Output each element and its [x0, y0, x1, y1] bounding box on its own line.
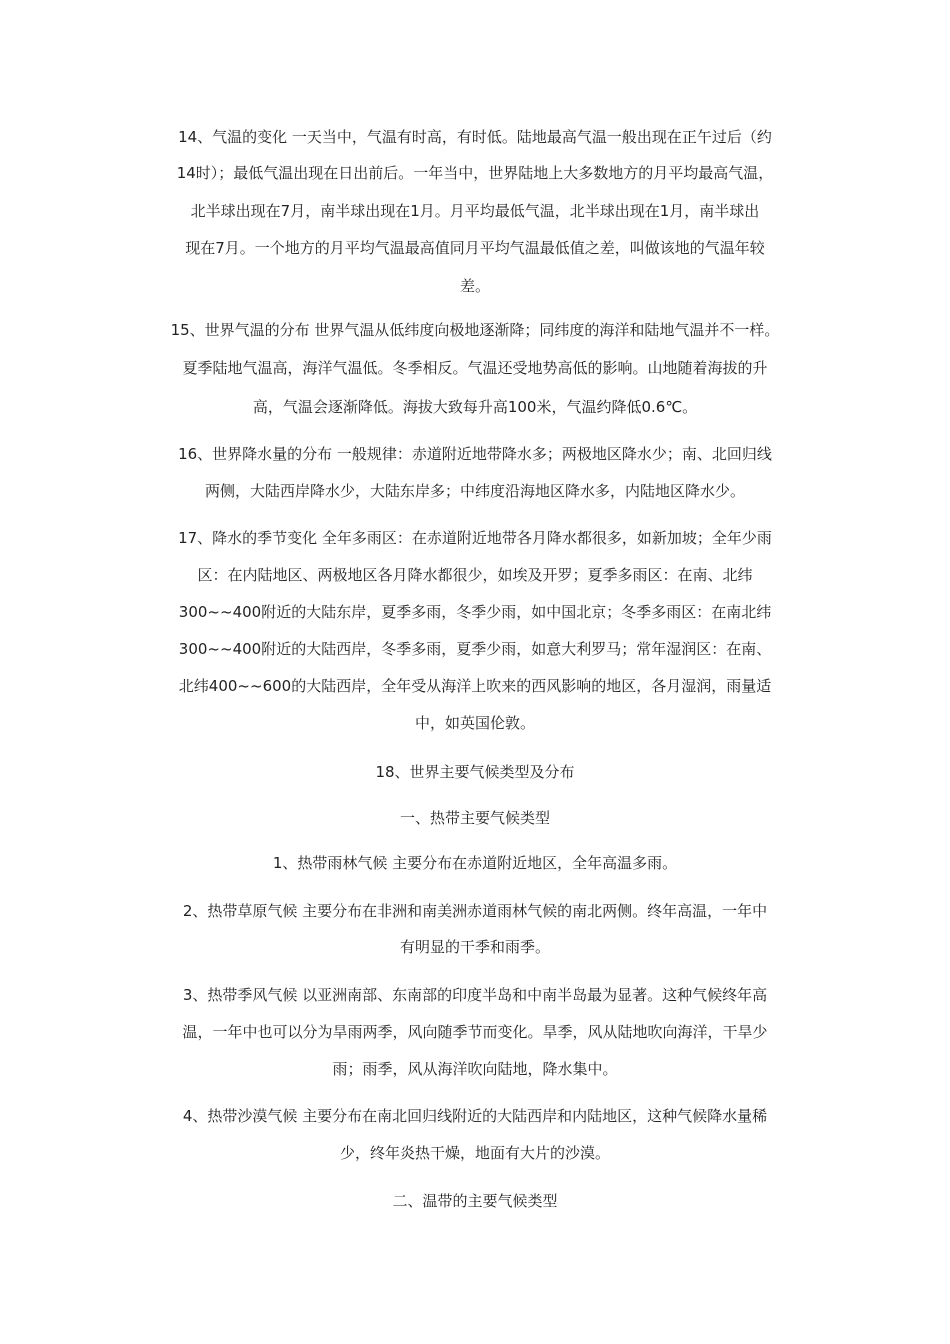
text-line: 高，气温会逐渐降低。海拔大致每升高100米，气温约降低0.6℃。	[252, 398, 698, 416]
text-line: 4、热带沙漠气候 主要分布在南北回归线附近的大陆西岸和内陆地区，这种气候降水量稀	[182, 1107, 768, 1125]
text-line: 差。	[459, 277, 490, 295]
text-line: 有明显的干季和雨季。	[399, 938, 550, 956]
subsection-heading-temperate: 二、温带的主要气候类型	[392, 1192, 558, 1210]
text-line: 2、热带草原气候 主要分布在非洲和南美洲赤道雨林气候的南北两侧。终年高温，一年中	[182, 902, 768, 920]
text-line: 300~~400附近的大陆东岸，夏季多雨，冬季少雨，如中国北京；冬季多雨区：在南北纬	[178, 603, 772, 621]
text-line: 温，一年中也可以分为旱雨两季，风向随季节而变化。旱季，风从陆地吹向海洋，干旱少	[182, 1023, 768, 1041]
text-line: 1、热带雨林气候 主要分布在赤道附近地区，全年高温多雨。	[272, 854, 678, 872]
text-line: 夏季陆地气温高，海洋气温低。冬季相反。气温还受地势高低的影响。山地随着海拔的升	[182, 359, 768, 377]
text-line: 现在7月。一个地方的月平均气温最高值同月平均气温最低值之差，叫做该地的气温年较	[185, 239, 765, 257]
text-line: 区：在内陆地区、两极地区各月降水都很少，如埃及开罗；夏季多雨区：在南、北纬	[197, 566, 753, 584]
text-line: 14时）；最低气温出现在日出前后。一年当中，世界陆地上大多数地方的月平均最高气温，	[176, 164, 774, 182]
text-line: 15、世界气温的分布 世界气温从低纬度向极地逐渐降；同纬度的海洋和陆地气温并不一样。	[170, 321, 780, 339]
text-line: 两侧，大陆西岸降水少，大陆东岸多；中纬度沿海地区降水多，内陆地区降水少。	[204, 482, 745, 500]
text-line: 少，终年炎热干燥，地面有大片的沙漠。	[339, 1144, 610, 1162]
text-line: 北半球出现在7月，南半球出现在1月。月平均最低气温，北半球出现在1月，南半球出	[190, 202, 760, 220]
text-line: 16、世界降水量的分布 一般规律：赤道附近地带降水多；两极地区降水少；南、北回归线	[178, 445, 772, 463]
subsection-heading-tropical: 一、热带主要气候类型	[399, 809, 550, 827]
text-line: 3、热带季风气候 以亚洲南部、东南部的印度半岛和中南半岛最为显著。这种气候终年高	[182, 986, 768, 1004]
text-line: 中，如英国伦敦。	[414, 714, 535, 732]
text-line: 300~~400附近的大陆西岸，冬季多雨，夏季少雨，如意大利罗马；常年湿润区：在南、	[178, 640, 772, 658]
text-line: 北纬400~~600的大陆西岸，全年受从海洋上吹来的西风影响的地区，各月湿润，雨量适	[178, 677, 772, 695]
text-line: 14、气温的变化 一天当中，气温有时高，有时低。陆地最高气温一般出现在正午过后（约	[178, 128, 772, 146]
text-line: 雨；雨季，风从海洋吹向陆地，降水集中。	[332, 1060, 618, 1078]
section-heading-18: 18、世界主要气候类型及分布	[375, 763, 575, 781]
text-line: 17、降水的季节变化 全年多雨区：在赤道附近地带各月降水都很多，如新加坡；全年少雨	[178, 529, 772, 547]
